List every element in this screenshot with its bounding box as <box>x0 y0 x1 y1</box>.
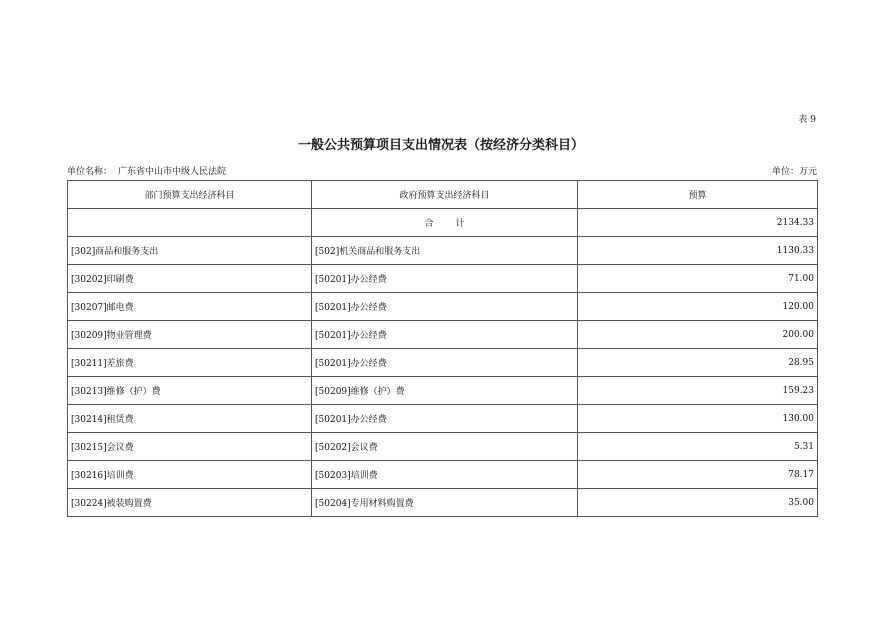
unit-name-value: 广东省中山市中级人民法院 <box>118 167 227 177</box>
table-row <box>68 377 818 405</box>
header-gov: 政府预算支出经济科目 <box>312 181 578 209</box>
unit-name <box>67 164 226 177</box>
dept-cell: [30216]培训费 <box>68 461 312 489</box>
total-value: 2134.33 <box>578 209 818 237</box>
gov-cell: [50202]会议费 <box>312 433 578 461</box>
dept-cell: [30214]租赁费 <box>68 405 312 433</box>
amount-cell: 130.00 <box>578 405 818 433</box>
gov-cell: [50201]办公经费 <box>312 321 578 349</box>
total-empty-cell <box>68 209 312 237</box>
dept-cell: [30202]印刷费 <box>68 265 312 293</box>
dept-cell: [30207]邮电费 <box>68 293 312 321</box>
table-number: 表 9 <box>798 115 816 125</box>
table-row <box>68 405 818 433</box>
amount-cell: 1130.33 <box>578 237 818 265</box>
total-row <box>68 209 818 237</box>
page-title: 一般公共预算项目支出情况表（按经济分类科目） <box>297 138 584 153</box>
gov-cell: [50201]办公经费 <box>312 265 578 293</box>
gov-cell: [50201]办公经费 <box>312 293 578 321</box>
dept-cell: [30215]会议费 <box>68 433 312 461</box>
gov-cell: [50204]专用材料购置费 <box>312 489 578 517</box>
amount-cell: 200.00 <box>578 321 818 349</box>
table-row <box>68 461 818 489</box>
currency-unit: 单位：万元 <box>771 167 817 177</box>
header-amount: 预算 <box>578 181 818 209</box>
table-row <box>68 265 818 293</box>
table-row <box>68 489 818 517</box>
total-label-a: 合 <box>424 219 434 229</box>
amount-cell: 78.17 <box>578 461 818 489</box>
gov-cell: [50201]办公经费 <box>312 405 578 433</box>
dept-cell: [30211]差旅费 <box>68 349 312 377</box>
table-row <box>68 293 818 321</box>
dept-cell: [30209]物业管理费 <box>68 321 312 349</box>
table-meta <box>67 164 817 177</box>
table-row <box>68 237 818 265</box>
header-row <box>68 181 818 209</box>
amount-cell: 159.23 <box>578 377 818 405</box>
budget-table <box>67 180 818 517</box>
dept-cell: [30224]被装购置费 <box>68 489 312 517</box>
gov-cell: [50201]办公经费 <box>312 349 578 377</box>
total-label-b: 计 <box>455 219 465 229</box>
dept-cell: [30213]维修（护）费 <box>68 377 312 405</box>
gov-cell: [50209]维修（护）费 <box>312 377 578 405</box>
total-label <box>312 209 578 237</box>
header-dept: 部门预算支出经济科目 <box>68 181 312 209</box>
amount-cell: 120.00 <box>578 293 818 321</box>
dept-cell: [302]商品和服务支出 <box>68 237 312 265</box>
unit-name-label: 单位名称： <box>67 167 113 177</box>
amount-cell: 71.00 <box>578 265 818 293</box>
gov-cell: [502]机关商品和服务支出 <box>312 237 578 265</box>
table-row <box>68 433 818 461</box>
amount-cell: 35.00 <box>578 489 818 517</box>
table-row <box>68 349 818 377</box>
amount-cell: 28.95 <box>578 349 818 377</box>
amount-cell: 5.31 <box>578 433 818 461</box>
table-row <box>68 321 818 349</box>
gov-cell: [50203]培训费 <box>312 461 578 489</box>
